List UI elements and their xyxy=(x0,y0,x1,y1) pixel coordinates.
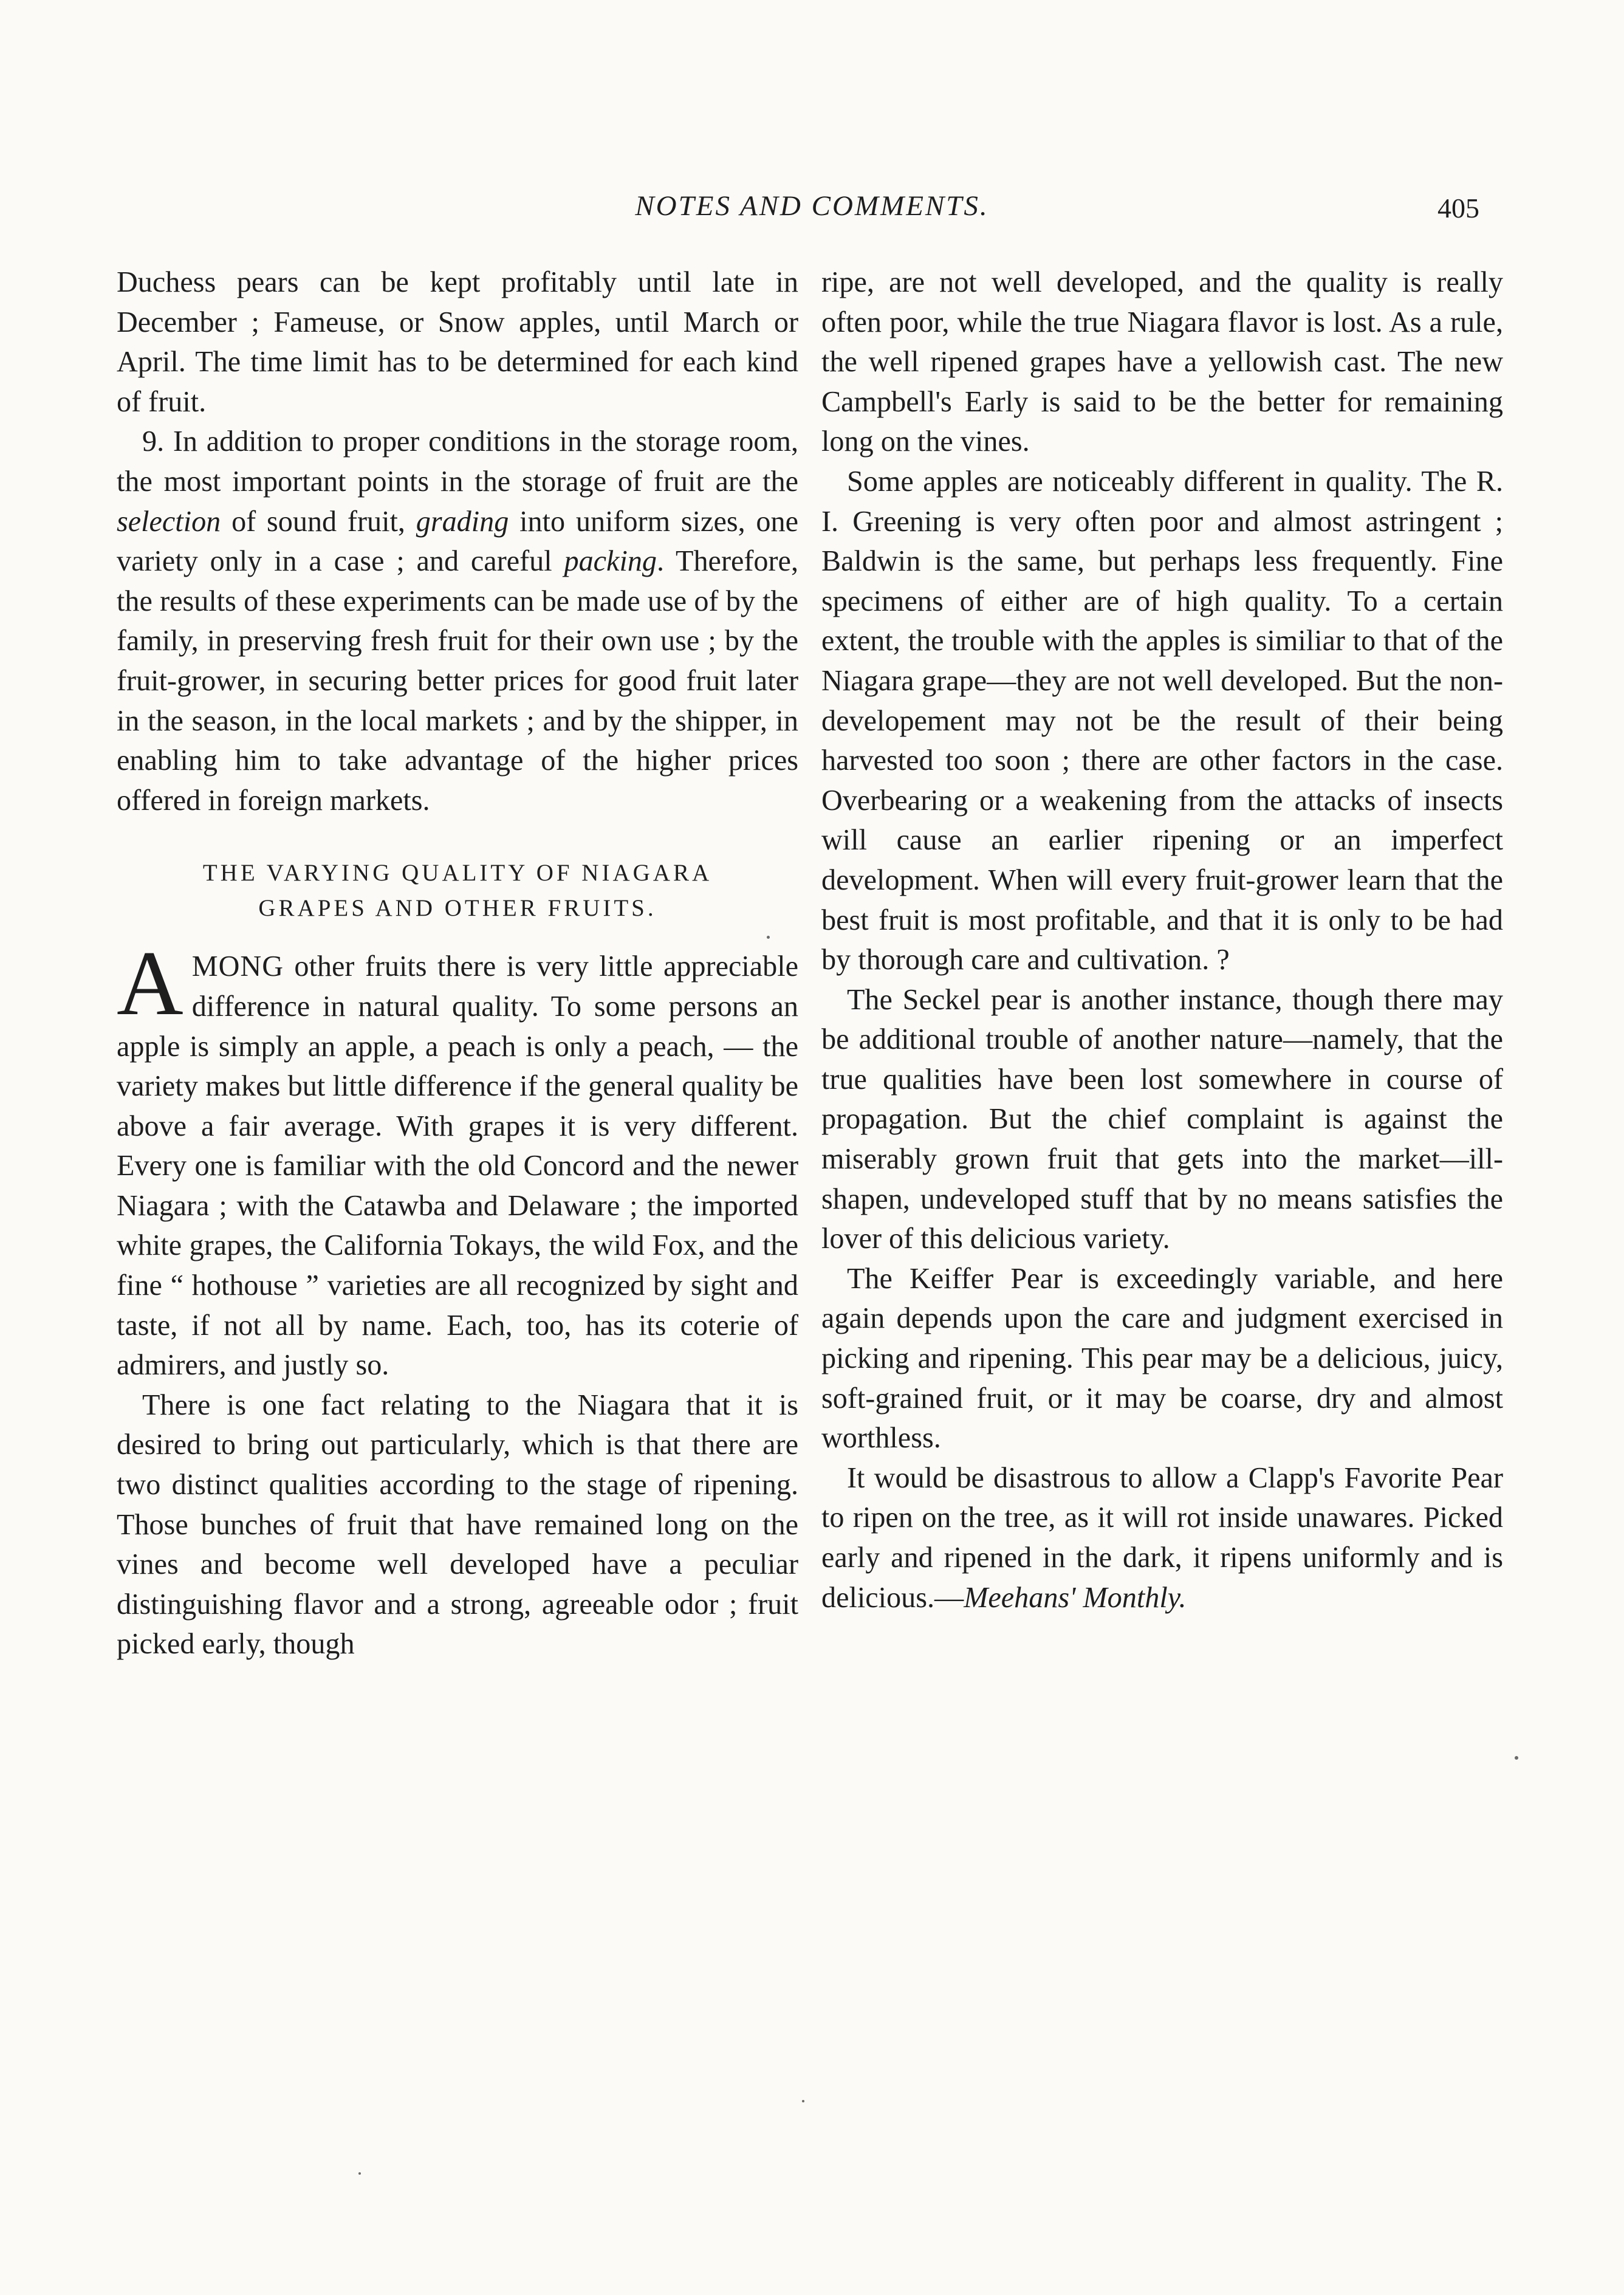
text-run: of sound fruit, xyxy=(221,505,416,538)
print-speck xyxy=(802,2100,804,2102)
right-column xyxy=(821,262,1503,1617)
print-speck xyxy=(767,936,770,939)
text-run: It would be disastrous to allow a Clapp's Favorite Pear to ripen on the tree, as it will rot inside unawares. Picked early and ripened in the dark, it ripens uniformly and is delicious.— xyxy=(821,1461,1503,1614)
text-run: other fruits there is very little appreciable difference in natural quality. To some persons an apple is simply an apple, a peach is only a peach, — the variety makes but little difference if the general quality be above a fair average. With grapes it is very different. Every one is familiar with the old Concord and the newer Niagara ; with the Catawba and Delaware ; the imported white grapes, the California Tokays, the wild Fox, and the fine “ hothouse ” varieties are all recognized by sight and taste, if not all by name. Each, too, has its coterie of admirers, and justly so. xyxy=(117,950,798,1382)
emphasis-packing: packing xyxy=(564,545,657,578)
emphasis-selection: selection xyxy=(117,505,221,538)
paragraph-apples: Some apples are noticeably different in quality. The R. I. Greening is very often poor and almost astringent ; Baldwin is the same, but perhaps less frequently. Fine specimens of either are of high quality. To a certain extent, the trouble with the apples is similiar to that of the Niagara grape—they are not well developed. But the non-developement may not be the result of their being harvested too soon ; there are other factors in the case. Overbearing or a weakening from the attacks of insects will cause an earlier ripening or an imperfect development. When will every fruit-grower learn that the best fruit is most profitable, and that it is only to be had by thorough care and cultivation. ? xyxy=(821,465,1503,976)
article-heading xyxy=(123,856,792,926)
emphasis-grading: grading xyxy=(416,505,509,538)
heading-line: THE VARYING QUALITY OF NIAGARA xyxy=(202,860,713,887)
paragraph-among-fruits xyxy=(117,932,798,1385)
text-run: . Therefore, the results of these experiments can be made use of by the family, in preserving fresh fruit for their own use ; by the fruit-grower, in securing better prices for good fruit later in the season, in the local markets ; and by the shipper, in enabling him to take advantage of the higher prices offered in foreign markets. xyxy=(117,545,798,817)
paragraph-niagara-fact: There is one fact relating to the Niagara that it is desired to bring out particularly, which is that there are two distinct qualities according to the stage of ripening. Those bunches of fruit that have remained long on the vines and become well developed have a peculiar distinguishing flavor and a strong, agreeable odor ; fruit picked early, though xyxy=(117,1388,798,1661)
heading-line: GRAPES AND OTHER FRUITS. xyxy=(258,895,657,922)
paragraph-storage-points xyxy=(117,422,798,820)
paragraph-storage-times: Duchess pears can be kept profitably until late in December ; Fameuse, or Snow apples, until March or April. The time limit has to be determined for each kind of fruit. xyxy=(117,266,798,418)
text-run: 9. In addition to proper conditions in the storage room, the most important points in the storage of fruit are the xyxy=(117,425,798,498)
left-column xyxy=(117,262,798,1664)
source-citation: Meehans' Monthly. xyxy=(964,1581,1187,1614)
drop-cap: A xyxy=(117,932,183,1035)
print-speck xyxy=(1515,1756,1518,1760)
print-speck xyxy=(358,2172,361,2175)
paragraph-keiffer-pear: The Keiffer Pear is exceedingly variable, and here again depends upon the care and judgment exercised in picking and ripening. This pear may be a delicious, juicy, soft-grained fruit, or it may be coarse, dry and almost worthless. xyxy=(821,1262,1503,1455)
running-title: NOTES AND COMMENTS. xyxy=(635,190,989,222)
paragraph-ripe-grapes: ripe, are not well developed, and the quality is really often poor, while the true Niagara flavor is lost. As a rule, the well ripened grapes have a yellowish cast. The new Campbell's Early is said to be the better for remaining long on the vines. xyxy=(821,266,1503,458)
page-number: 405 xyxy=(1437,193,1479,224)
paragraph-seckel-pear: The Seckel pear is another instance, though there may be additional trouble of another nature—namely, that the true qualities have been lost somewhere in course of propagation. But the chief complaint is against the miserably grown fruit that gets into the market—ill-shapen, undeveloped stuff that by no means satisfies the lover of this delicious variety. xyxy=(821,983,1503,1255)
small-caps-opening: MONG xyxy=(191,950,284,983)
paragraph-clapps-pear xyxy=(821,1458,1503,1617)
running-header xyxy=(0,190,1624,232)
text-run: into uniform sizes, one variety only in a case ; and careful xyxy=(117,505,798,578)
